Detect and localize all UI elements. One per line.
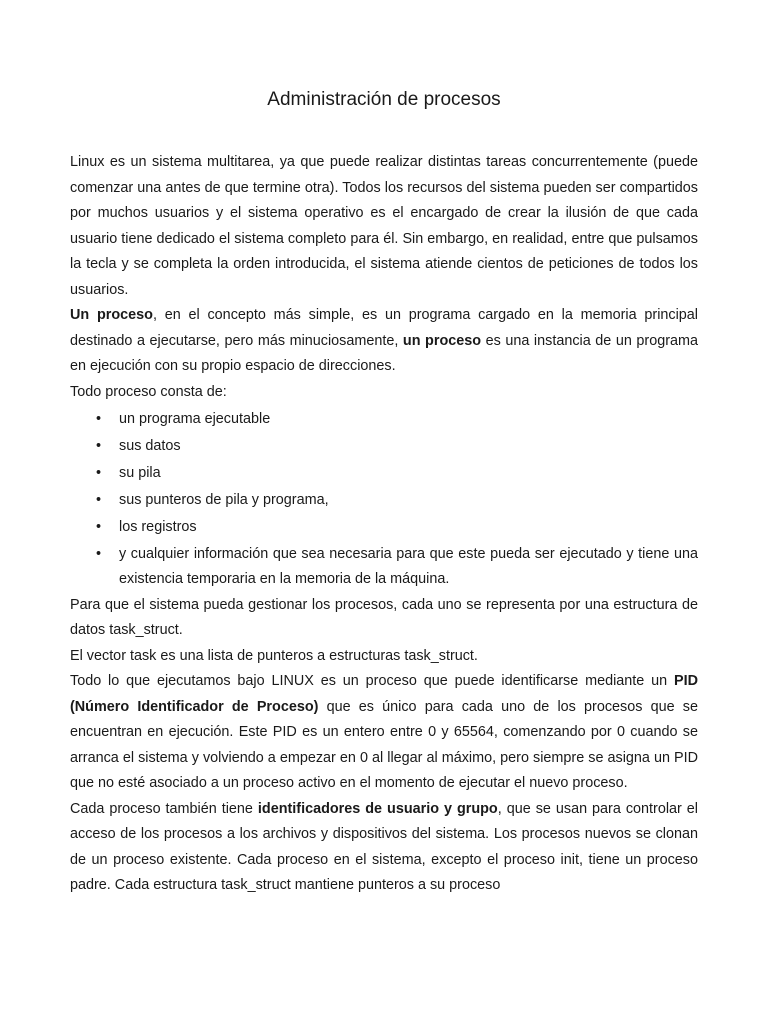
bullet-icon: • [96,437,102,454]
paragraph-list-intro: Todo proceso consta de: [70,383,227,400]
list-item-text: sus datos [119,437,181,454]
paragraph-text: Todo lo que ejecutamos bajo LINUX es un proceso que puede identificarse mediante un [70,673,674,689]
paragraph-text: es una instancia de un programa en ejecución con su propio espacio de direcciones. [70,332,698,374]
paragraph-identifiers [70,797,698,899]
list-item [70,488,698,514]
document-title: Administración de procesos [267,89,501,110]
bullet-icon: • [96,518,102,535]
paragraph-intro: Linux es un sistema multitarea, ya que puede realizar distintas tareas concurrentemente (puede comenzar una antes de que termine otra). Todos los recursos del sistema pueden ser compartidos por muchos usuarios y el sistema operativo es el encargado de crear la ilusión de que cada usuario tiene dedicado el sistema completo para él. Sin embargo, en realidad, entre que pulsamos la tecla y se completa la orden introducida, el sistema atiende cientos de peticiones de todos los usuarios. [70,154,698,298]
list-item-text: su pila [119,464,161,481]
list-item [70,515,698,541]
bold-term: un proceso [402,332,482,349]
list-item-text: un programa ejecutable [119,410,271,427]
document-body [70,150,698,899]
paragraph-task-struct: Para que el sistema pueda gestionar los procesos, cada uno se representa por una estructura de datos task_struct. [70,596,698,638]
paragraph-pid [70,669,698,797]
paragraph-text: Cada proceso también tiene [70,800,258,817]
list-item [70,461,698,487]
bold-term: identificadores de usuario y grupo [257,800,498,817]
list-item [70,542,698,593]
list-item-text: sus punteros de pila y programa, [119,491,329,508]
process-components-list [70,407,698,593]
paragraph-text: , en el concepto más simple, es un programa cargado en la memoria principal destinado a ejecutarse, pero más minuciosamente, [70,307,698,349]
bullet-icon: • [96,410,102,427]
list-item [70,434,698,460]
paragraph-text: que es único para cada uno de los procesos que se encuentran en ejecución. Este PID es un entero entre 0 y 65564, comenzando por 0 cuando se arranca el sistema y volviendo a empezar en 0 al llegar al máximo, pero siempre se asigna un PID que no esté asociado a un proceso activo en el momento de ejecutar el nuevo proceso. [70,698,698,791]
bullet-icon: • [96,545,102,562]
paragraph-process-definition [70,303,698,380]
list-item-text: y cualquier información que sea necesaria para que este pueda ser ejecutado y tiene una existencia temporaria en la memoria de la máquina. [119,545,698,587]
bullet-icon: • [96,464,102,481]
list-item-text: los registros [119,518,197,535]
paragraph-text: , que se usan para controlar el acceso de los procesos a los archivos y dispositivos del sistema. Los procesos nuevos se clonan de un proceso existente. Cada proceso en el sistema, excepto el proceso init, tiene un proceso padre. Cada estructura task_struct mantiene punteros a su proceso [70,800,699,893]
bold-term: PID (Número Identificador de Proceso) [70,673,698,715]
paragraph-task-vector: El vector task es una lista de punteros a estructuras task_struct. [70,647,478,664]
bullet-icon: • [96,491,102,508]
bold-term: Un proceso [70,307,153,323]
list-item [70,407,698,433]
